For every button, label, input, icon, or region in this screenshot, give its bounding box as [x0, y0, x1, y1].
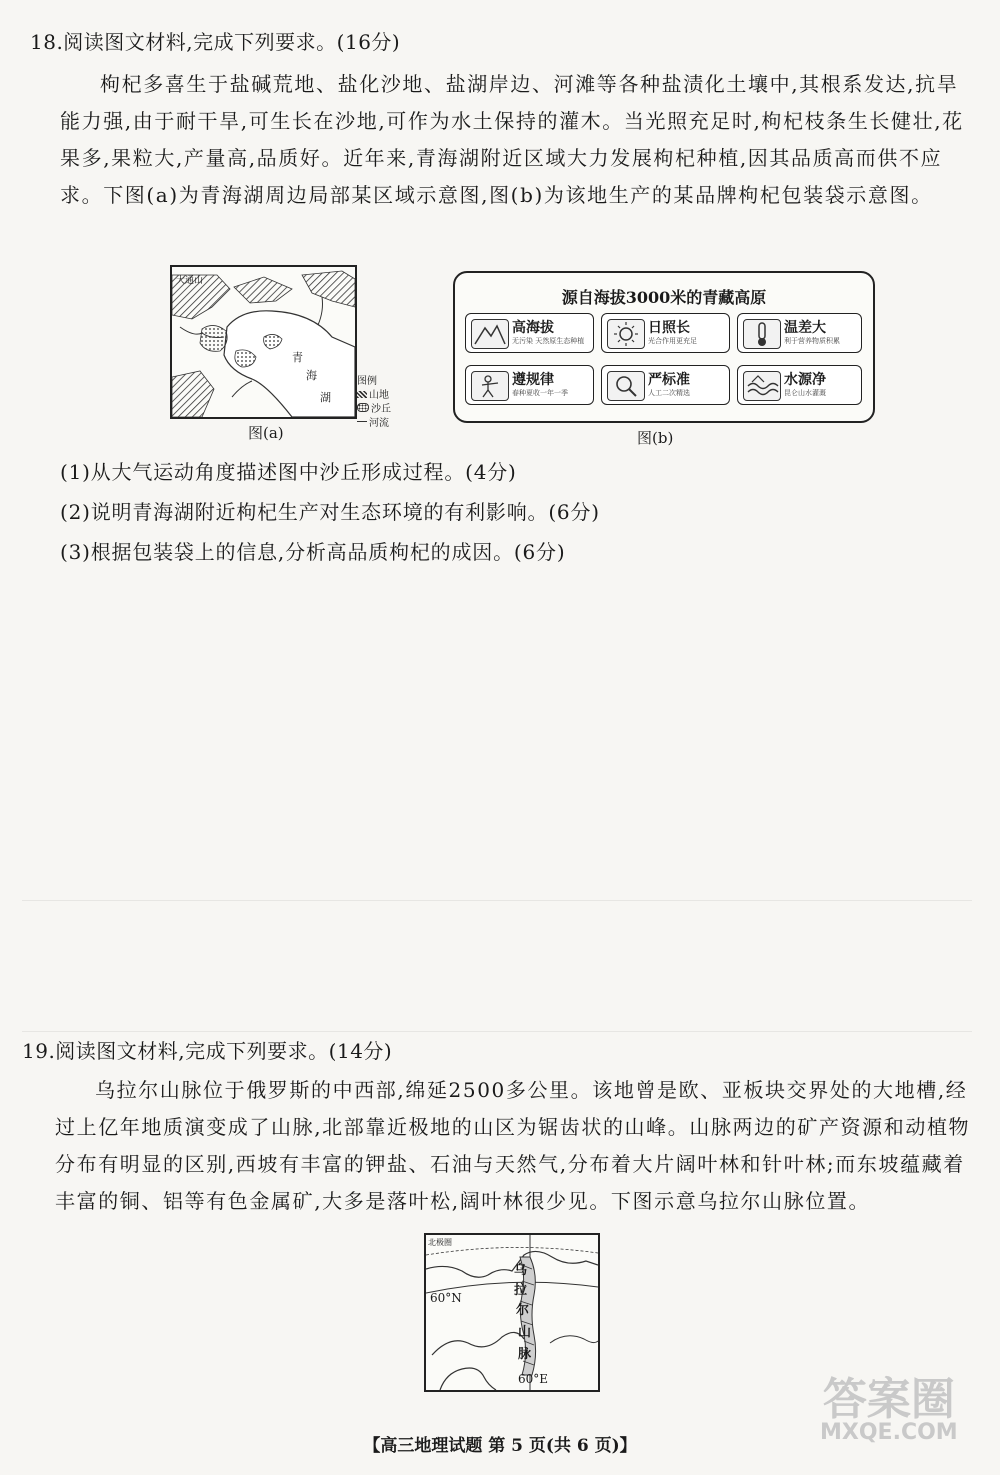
package-card-high-altitude: [465, 313, 594, 353]
range-char: 乌: [514, 1263, 528, 1278]
lake-label-3: 湖: [320, 391, 331, 404]
q18-subquestion-2: (2)说明青海湖附近枸杞生产对生态环境的有利影响。(6分): [60, 500, 600, 524]
card-label: 遵规律: [512, 372, 554, 388]
mountain-hatch-icon: [357, 391, 367, 398]
page-footer: 【高三地理试题 第 5 页(共 6 页)】: [363, 1436, 637, 1456]
legend-dune-label: 沙丘: [371, 404, 391, 415]
lake-label-1: 青: [292, 351, 303, 364]
range-char: 脉: [518, 1347, 532, 1362]
package-card-temperature-range: [737, 313, 862, 353]
legend-mountain-row: [357, 389, 391, 403]
dune-icon: [357, 403, 369, 412]
range-char: 拉: [514, 1283, 528, 1298]
package-card-long-sunshine: [601, 313, 730, 353]
package-title: 源自海拔3000米的青藏高原: [561, 288, 767, 307]
legend-mountain-label: 山地: [369, 390, 389, 401]
ural-map-graphic: [426, 1235, 598, 1390]
q18-header: 18.阅读图文材料,完成下列要求。(16分): [30, 30, 401, 54]
card-label: 水源净: [784, 372, 826, 388]
package-card-clean-water: [737, 365, 862, 405]
figure-b-caption: 图(b): [637, 429, 674, 447]
package-card-follow-seasons: [465, 365, 594, 405]
card-label: 日照长: [648, 320, 690, 336]
figure-a-caption: 图(a): [248, 424, 284, 442]
card-desc: 无污染 天然原生态种植: [512, 337, 585, 345]
legend-river-label: 河流: [369, 418, 389, 429]
mountain-label: 大通山: [176, 276, 204, 286]
q19-paragraph: 乌拉尔山脉位于俄罗斯的中西部,绵延2500多公里。该地曾是欧、亚板块交界处的大地槽,经过上亿年地质演变成了山脉,北部靠近极地的山区为锯齿状的山峰。山脉两边的矿产资源和动植物分布有明显的区别,西坡有丰富的钾盐、石油与天然气,分布着大片阔叶林和针叶林;而东坡蕴藏着丰富的铜、铝等有色金属矿,大多是落叶松,阔叶林很少见。下图示意乌拉尔山脉位置。: [55, 1078, 971, 1213]
card-label: 严标准: [648, 372, 690, 388]
watermark-title: 答案圈: [822, 1374, 955, 1425]
q18-subquestion-1: (1)从大气运动角度描述图中沙丘形成过程。(4分): [60, 460, 517, 484]
thermometer-icon: [743, 319, 781, 349]
card-label: 高海拔: [512, 320, 554, 336]
card-label: 温差大: [784, 320, 826, 336]
package-card-strict-standards: [601, 365, 730, 405]
ural-location-map: [424, 1233, 600, 1392]
q18-subquestion-3: (3)根据包装袋上的信息,分析高品质枸杞的成因。(6分): [60, 540, 566, 564]
q18-paragraph: 枸杞多喜生于盐碱荒地、盐化沙地、盐湖岸边、河滩等各种盐渍化土壤中,其根系发达,抗旱能力强,由于耐干旱,可生长在沙地,可作为水土保持的灌木。当光照充足时,枸杞枝条生长健壮,花果多,果粒大,产量高,品质好。近年来,青海湖附近区域大力发展枸杞种植,因其品质高而供不应求。下图(a)为青海湖周边局部某区域示意图,图(b)为该地生产的某品牌枸杞包装袋示意图。: [60, 72, 964, 207]
card-desc: 昆仑山水灌溉: [784, 389, 826, 397]
figure-a-map: [170, 265, 357, 419]
figure-a-legend: [357, 375, 391, 431]
bleed-through-table: [22, 900, 972, 1032]
card-desc: 利于营养物质积累: [784, 337, 840, 345]
card-desc: 人工二次精选: [648, 389, 690, 397]
latitude-label: 60°N: [430, 1291, 462, 1305]
longitude-label: 60°E: [518, 1372, 549, 1386]
river-line-icon: [357, 421, 367, 426]
water-icon: [743, 371, 781, 401]
q19-header: 19.阅读图文材料,完成下列要求。(14分): [22, 1039, 393, 1063]
range-char: 尔: [516, 1303, 530, 1318]
watermark-domain: MXQE.COM: [820, 1420, 958, 1445]
range-char: 山: [518, 1325, 532, 1340]
mountain-icon: [471, 319, 509, 349]
magnifier-icon: [607, 371, 645, 401]
farmer-icon: [471, 371, 509, 401]
figure-b-package: [453, 271, 875, 423]
arctic-circle-label: 北极圈: [428, 1238, 452, 1247]
legend-river-row: [357, 417, 391, 431]
card-desc: 春种夏收一年一季: [512, 389, 568, 397]
legend-title: 图例: [357, 376, 377, 387]
card-desc: 光合作用更充足: [648, 337, 697, 345]
legend-dune-row: [357, 403, 391, 417]
sun-icon: [607, 319, 645, 349]
lake-label-2: 海: [306, 369, 317, 382]
